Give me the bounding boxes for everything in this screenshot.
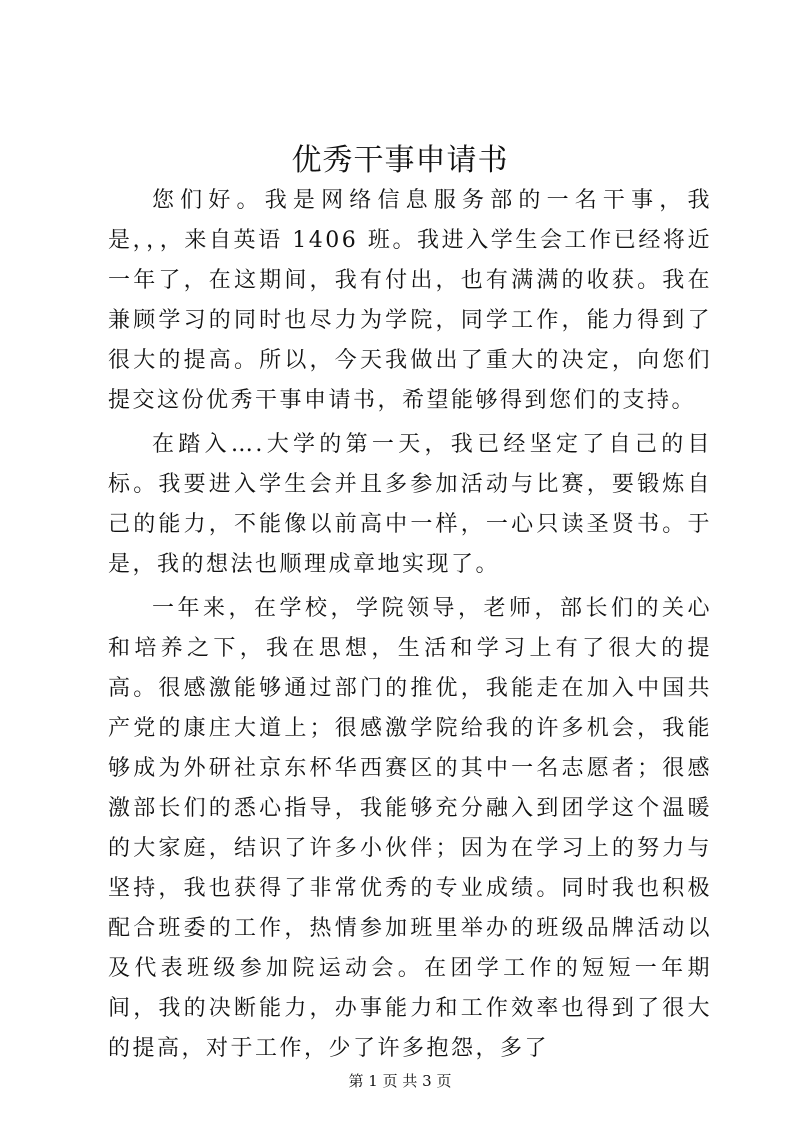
paragraph-1: 您们好。我是网络信息服务部的一名干事，我是，，，来自英语 1406 班。我进入学生会工作已经将近一年了，在这期间，我有付出，也有满满的收获。我在兼顾学习的同时也尽力为学院，同学工作，能力得到了很大的提高。所以，今天我做出了重大的决定，向您们提交这份优秀干事申请书，希望能够得到您们的支持。 [108, 188, 712, 413]
document-title: 优秀干事申请书 [291, 143, 509, 178]
page-footer [0, 1071, 800, 1091]
document-body [108, 181, 712, 1073]
paragraph-3: 一年来，在学校，学院领导，老师，部长们的关心和培养之下，我在思想，生活和学习上有了很大的提高。很感激能够通过部门的推优，我能走在加入中国共产党的康庄大道上；很感激学院给我的许多机会，我能够成为外研社京东杯华西赛区的其中一名志愿者；很感激部长们的悉心指导，我能够充分融入到团学这个温暖的大家庭，结识了许多小伙伴；因为在学习上的努力与坚持，我也获得了非常优秀的专业成绩。同时我也积极配合班委的工作，热情参加班里举办的班级品牌活动以及代表班级参加院运动会。在团学工作的短短一年期间，我的决断能力，办事能力和工作效率也得到了很大的提高，对于工作，少了许多抱怨，多了 [108, 596, 712, 1061]
page-indicator: 第 1 页 共 3 页 [348, 1072, 452, 1090]
paragraph-2: 在踏入….大学的第一天，我已经坚定了自己的目标。我要进入学生会并且多参加活动与比赛，要锻炼自己的能力，不能像以前高中一样，一心只读圣贤书。于是，我的想法也顺理成章地实现了。 [108, 432, 712, 577]
